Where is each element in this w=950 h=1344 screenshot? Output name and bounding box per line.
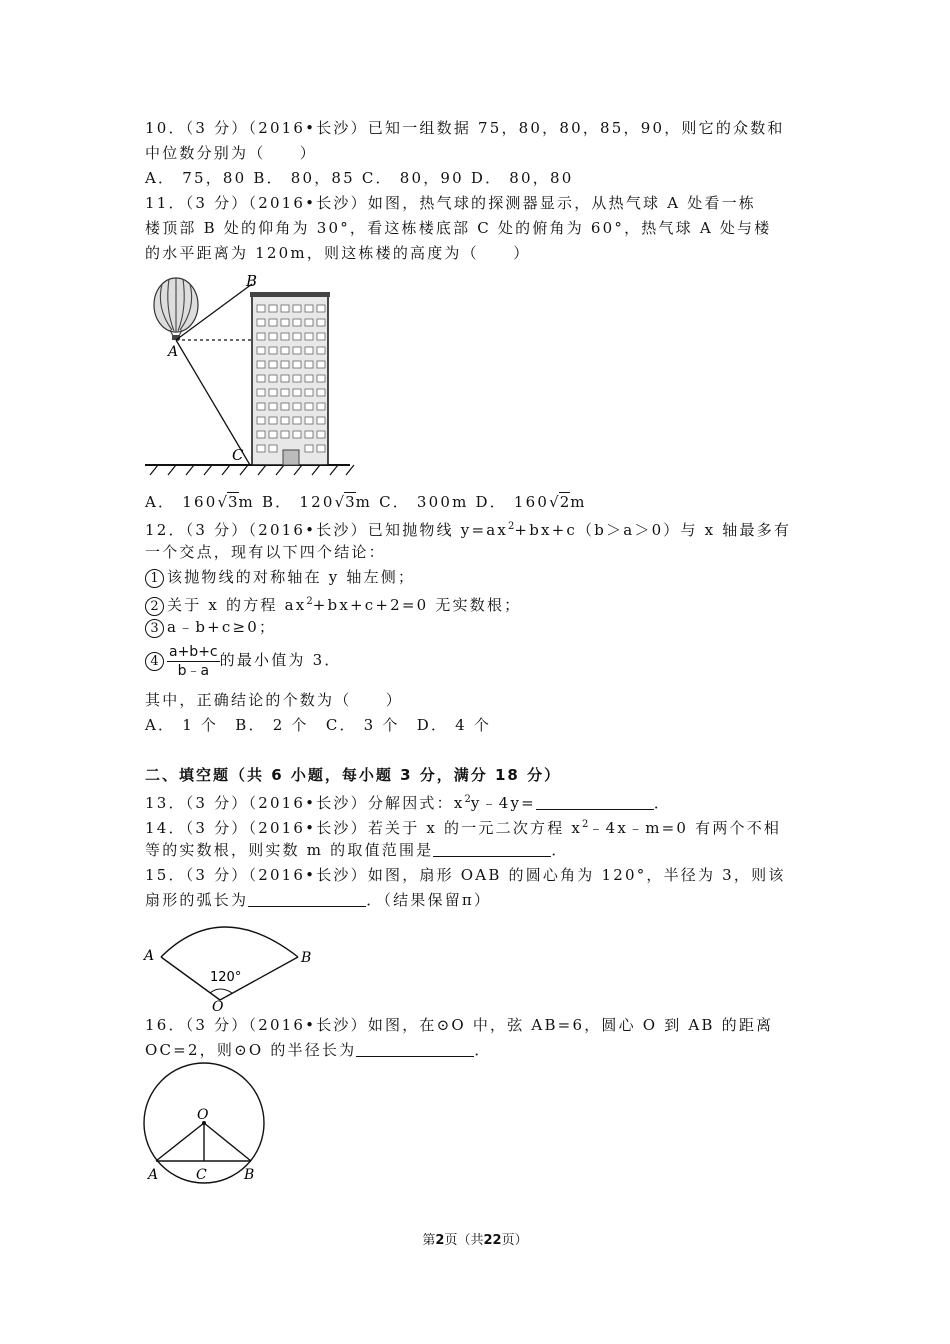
sector-angle-label: 120° <box>210 970 242 985</box>
q11-line2: 楼顶部 B 处的仰角为 30°，看这栋楼底部 C 处的俯角为 60°，热气球 A 处与楼 <box>145 219 772 237</box>
q15-answer-blank[interactable] <box>248 892 366 907</box>
page-number: 2 <box>435 1233 445 1248</box>
q11-options: A． 160√3m B． 120√3m C． 300m D． 160√2m <box>145 493 587 511</box>
q13-line: 13．（3 分）（2016•长沙）分解因式：$x^2y﹣4y=$ ． <box>145 794 672 812</box>
q12-line2: 一个交点，现有以下四个结论： <box>145 543 386 561</box>
q14-line1: 14．（3 分）（2016•长沙）若关于 x 的一元二次方程 $x^2﹣4x﹣m=0$ 有两个不相 <box>145 819 782 837</box>
circle-figure <box>138 1062 273 1187</box>
q12-conclusion-4: 4 $\frac{a+b+c}{b﹣a}$ 的最小值为 3． <box>145 641 342 680</box>
q10-line2: 中位数分别为（ ） <box>145 144 318 162</box>
q12-options: A． 1 个 B． 2 个 C． 3 个 D． 4 个 <box>145 716 492 734</box>
section-title: 二、填空题（共 6 小题，每小题 3 分，满分 18 分） <box>145 766 562 784</box>
balloon-building-figure <box>140 270 360 480</box>
label-a: A <box>168 344 179 360</box>
circle-label-o: O <box>197 1107 209 1123</box>
q13-answer-blank[interactable] <box>536 795 654 810</box>
q12-question: 其中，正确结论的个数为（ ） <box>145 691 404 709</box>
circle-label-a: A <box>148 1167 159 1183</box>
sector-label-o: O <box>212 999 224 1012</box>
q15-line2: 扇形的弧长为 ．（结果保留π） <box>145 891 492 909</box>
page-footer: 第2页（共22页） <box>422 1233 528 1248</box>
q12-conclusion-3: 3 a﹣b+c≥0； <box>145 617 276 638</box>
label-c: C <box>232 446 244 464</box>
sector-label-a: A <box>144 948 155 964</box>
sector-figure <box>140 912 320 1012</box>
q14-line2: 等的实数根，则实数 m 的取值范围是 ． <box>145 841 569 859</box>
q14-answer-blank[interactable] <box>433 842 551 857</box>
sector-label-b: B <box>301 950 312 966</box>
q10-line1: 10．（3 分）（2016•长沙）已知一组数据 75，80，80，85，90，则它的众数和 <box>145 119 785 137</box>
circle-label-b: B <box>244 1167 255 1183</box>
page-total: 22 <box>483 1233 502 1248</box>
q12-conclusion-2: 2 关于 x 的方程 $ax^2+bx+c+2=0$ 无实数根； <box>145 592 521 616</box>
q10-options: A． 75，80 B． 80，85 C． 80，90 D． 80，80 <box>145 169 574 187</box>
label-b: B <box>246 272 258 290</box>
circle-label-c: C <box>196 1167 207 1183</box>
q16-answer-blank[interactable] <box>356 1042 474 1057</box>
q12-line1: 12．（3 分）（2016•长沙）已知抛物线 $y=ax^2+bx+c(b>a>0)$与 x 轴最多有 <box>145 521 792 539</box>
q16-line1: 16．（3 分）（2016•长沙）如图，在⊙O 中，弦 AB=6，圆心 O 到 AB 的距离 <box>145 1016 774 1034</box>
q12-conclusion-1: 1 该抛物线的对称轴在 y 轴左侧； <box>145 567 415 588</box>
q11-line3: 的水平距离为 120m，则这栋楼的高度为（ ） <box>145 244 531 262</box>
q16-line2: OC=2，则⊙O 的半径长为 ． <box>145 1041 492 1059</box>
q15-line1: 15．（3 分）（2016•长沙）如图，扇形 OAB 的圆心角为 120°，半径为 3，则该 <box>145 866 786 884</box>
q11-line1: 11．（3 分）（2016•长沙）如图，热气球的探测器显示，从热气球 A 处看一栋 <box>145 194 756 212</box>
